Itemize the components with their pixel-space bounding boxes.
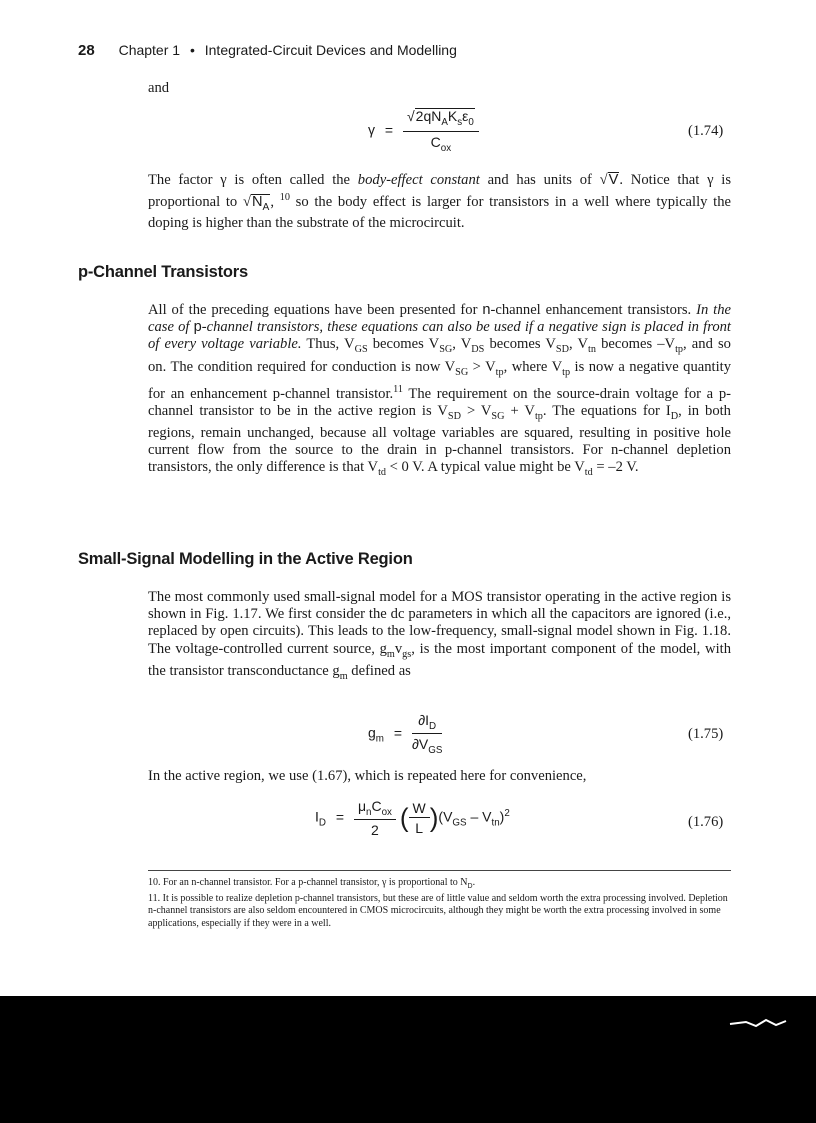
p2-i: , and so on. The condition required for conduction is now V xyxy=(148,336,731,375)
eq176-close: ) xyxy=(499,808,505,825)
num-sub-0: 0 xyxy=(468,116,474,128)
p2-n2: > V xyxy=(460,402,492,419)
p2-b: -channel enhancement transistors. xyxy=(490,302,697,318)
equation-number-1-76: (1.76) xyxy=(688,814,724,830)
footnote-10 xyxy=(148,877,731,893)
eq176-mu-sub: n xyxy=(366,806,372,818)
p2-m-sub: SD xyxy=(447,410,461,422)
paragraph-p-channel xyxy=(148,302,731,481)
p1-s3: . Notice that γ is proportional to xyxy=(148,172,731,211)
footnote-11: 11. It is possible to realize depletion p-channel transistors, but these are of little value and seldom worth the extra processing involved. Depletion n-channel transistors are also seldom encountered in CMOS microcircuits, although they might be worth the extra processing involved in some applications, especially if they were in a well. xyxy=(148,893,728,929)
equals-sign: = xyxy=(335,808,345,825)
p2-c-sub: GS xyxy=(354,344,368,356)
footnotes xyxy=(148,877,731,930)
p3-a-sub: m xyxy=(386,648,395,660)
p2-d-sub: SG xyxy=(439,344,453,356)
p3-a: The most commonly used small-signal model for a MOS transistor operating in the active region is shown in Fig. 1.17. We first consider the dc parameters in which all the capacitors are ignored (i.e., replaced by open circuits). This leads to the low-frequency, small-signal model shown in Fig. 1.18. The voltage-controlled current source, g xyxy=(148,589,731,657)
eq176-fraction xyxy=(354,798,396,838)
den-sub: ox xyxy=(440,142,452,154)
page-number: 28 xyxy=(78,42,95,59)
p2-c: Thus, V xyxy=(301,336,355,353)
section-heading-small-signal: Small-Signal Modelling in the Active Region xyxy=(78,550,413,568)
eq176-w: W xyxy=(409,800,430,818)
p2-n-sub: SG xyxy=(491,410,505,422)
p3-d: defined as xyxy=(347,662,411,679)
eq176-v1-sub: GS xyxy=(452,817,467,829)
eq176-lhs-sub: D xyxy=(318,817,326,829)
eq175-lhs-sub: m xyxy=(375,733,384,745)
sqrt-icon: √ xyxy=(242,194,251,211)
num-term: 2qN xyxy=(415,108,442,124)
equation-number-1-75: (1.75) xyxy=(688,726,724,742)
eq176-c-sub: ox xyxy=(381,806,392,818)
p2-it2: -channel transistors, these equations can also be used if a negative sign is placed in front of every voltage variable. xyxy=(148,319,731,353)
eq176-l: L xyxy=(415,819,424,836)
footnote-10-text: 10. For an n-channel transistor. For a p-channel transistor, γ is proportional to N xyxy=(148,877,468,888)
eq176-minus: – V xyxy=(466,808,492,825)
paragraph-body-effect xyxy=(148,172,731,232)
num-sub-s: s xyxy=(457,116,463,128)
eq176-wl xyxy=(409,800,430,836)
scribble-mark-icon xyxy=(728,1012,788,1032)
p3-b-sub: gs xyxy=(402,648,412,660)
eq175-den: ∂V xyxy=(411,735,429,752)
p1-s2: and has units of xyxy=(479,172,600,188)
eq176-lhs: I xyxy=(315,808,319,825)
running-header xyxy=(78,42,457,59)
equals-sign: = xyxy=(393,724,403,741)
equation-1-74 xyxy=(368,108,479,154)
p2-q: , in both regions, remain unchanged, because all voltage variables are squared, resulting in positive hole current flow from the source to the drain in p-channel transistors. For n-channel depletion transistors, the only difference is that V xyxy=(148,402,731,476)
p1-na-sub: A xyxy=(262,201,270,213)
equals-sign: = xyxy=(384,121,394,138)
eq175-num-sub: D xyxy=(429,720,437,732)
equation-1-76 xyxy=(315,798,510,838)
p3-c: , is the most important component of the model, with the transistor transconductance g xyxy=(148,640,731,679)
p2-m: The requirement on the source-drain voltage for a p-channel transistor to be in the active region is V xyxy=(148,385,731,419)
intro-word: and xyxy=(148,80,170,96)
paragraph-small-signal xyxy=(148,589,731,685)
p2-p-sub: D xyxy=(670,410,679,422)
footnote-10-end: . xyxy=(472,877,476,888)
eq176-c: C xyxy=(371,798,382,814)
footnote-ref-11[interactable]: 11 xyxy=(393,383,404,395)
p2-l: is now a negative quantity for an enhancement p-channel transistor. xyxy=(148,358,732,402)
chapter-title: Integrated-Circuit Devices and Modelling xyxy=(204,42,457,58)
eq176-v1: (V xyxy=(438,808,453,825)
sqrt-icon: √ xyxy=(599,172,608,188)
eq-denominator xyxy=(403,132,479,154)
p2-h: becomes –V xyxy=(595,336,676,353)
p1-s5: so the body effect is larger for transistors in a well where typically the doping is higher than the substrate of the microcircuit. xyxy=(148,194,731,231)
p1-sqrt-v: V xyxy=(608,172,619,188)
p2-i-sub: SG xyxy=(455,366,469,378)
p2-f-sub: SD xyxy=(555,344,569,356)
eq175-numerator xyxy=(412,712,442,734)
p2-o: + V xyxy=(504,402,535,419)
footnote-10-sub: D xyxy=(467,883,473,890)
p1-s1: The factor γ is often called the xyxy=(148,172,358,188)
p2-r: < 0 V. A typical value might be V xyxy=(386,459,585,476)
eq175-lhs: g xyxy=(368,724,376,741)
num-eps: ε xyxy=(462,108,469,124)
eq175-denominator xyxy=(412,734,442,756)
chapter-label: Chapter 1 xyxy=(118,42,181,58)
p2-p2: . The equations for I xyxy=(542,402,671,419)
p1-na: N xyxy=(251,194,263,211)
section-heading-p-channel: p-Channel Transistors xyxy=(78,263,249,281)
p2-r-sub: td xyxy=(584,467,593,479)
num-sub-a: A xyxy=(441,116,448,128)
p2-n: n xyxy=(482,302,491,318)
equation-number-1-74: (1.74) xyxy=(688,123,724,139)
eq175-num: ∂I xyxy=(418,712,430,728)
eq176-numerator xyxy=(354,798,396,820)
p2-a: All of the preceding equations have been presented for xyxy=(148,302,483,318)
p2-j-sub: tp xyxy=(495,366,504,378)
p3-b: v xyxy=(394,640,403,657)
eq-numerator xyxy=(403,108,479,132)
eq176-mu: μ xyxy=(357,798,367,814)
eq176-v2-sub: tn xyxy=(491,817,500,829)
sqrt-icon: √ xyxy=(406,108,415,124)
p2-d: becomes V xyxy=(367,336,440,353)
p2-p: p xyxy=(193,319,202,336)
p2-g-sub: tn xyxy=(588,344,596,356)
p2-it1: In the case of xyxy=(148,302,731,336)
paren-open-icon: ( xyxy=(399,802,409,833)
p2-g: , V xyxy=(569,336,589,353)
p2-q-sub: td xyxy=(378,467,387,479)
footnote-divider xyxy=(148,870,731,871)
p3-c-sub: m xyxy=(339,670,348,682)
equation-1-75 xyxy=(368,712,442,756)
eq-lhs: γ xyxy=(368,121,375,138)
p2-k-sub: tp xyxy=(562,366,571,378)
p1-italic-term: body-effect constant xyxy=(357,172,480,188)
p2-e: , V xyxy=(452,336,472,353)
eq-fraction xyxy=(403,108,479,154)
p2-e-sub: DS xyxy=(471,344,485,356)
paren-close-icon: ) xyxy=(429,802,439,833)
eq175-den-sub: GS xyxy=(428,744,443,756)
p2-k: , where V xyxy=(503,358,563,375)
num-k: K xyxy=(447,108,458,124)
eq176-denominator: 2 xyxy=(371,821,379,838)
p2-o-sub: tp xyxy=(534,410,543,422)
eq175-fraction xyxy=(412,712,442,756)
p1-s4: , xyxy=(270,194,280,211)
den-c: C xyxy=(430,133,441,150)
footnote-ref-10[interactable]: 10 xyxy=(279,192,290,204)
p2-h-sub: tp xyxy=(675,344,684,356)
p2-s: = –2 V. xyxy=(592,459,639,476)
bullet-icon: • xyxy=(189,42,195,58)
eq176-square: 2 xyxy=(504,807,510,819)
p2-j: > V xyxy=(468,358,496,375)
p2-f: becomes V xyxy=(484,336,556,353)
scan-black-bar xyxy=(0,996,816,1123)
paragraph-active-region: In the active region, we use (1.67), which is repeated here for convenience, xyxy=(148,768,587,784)
